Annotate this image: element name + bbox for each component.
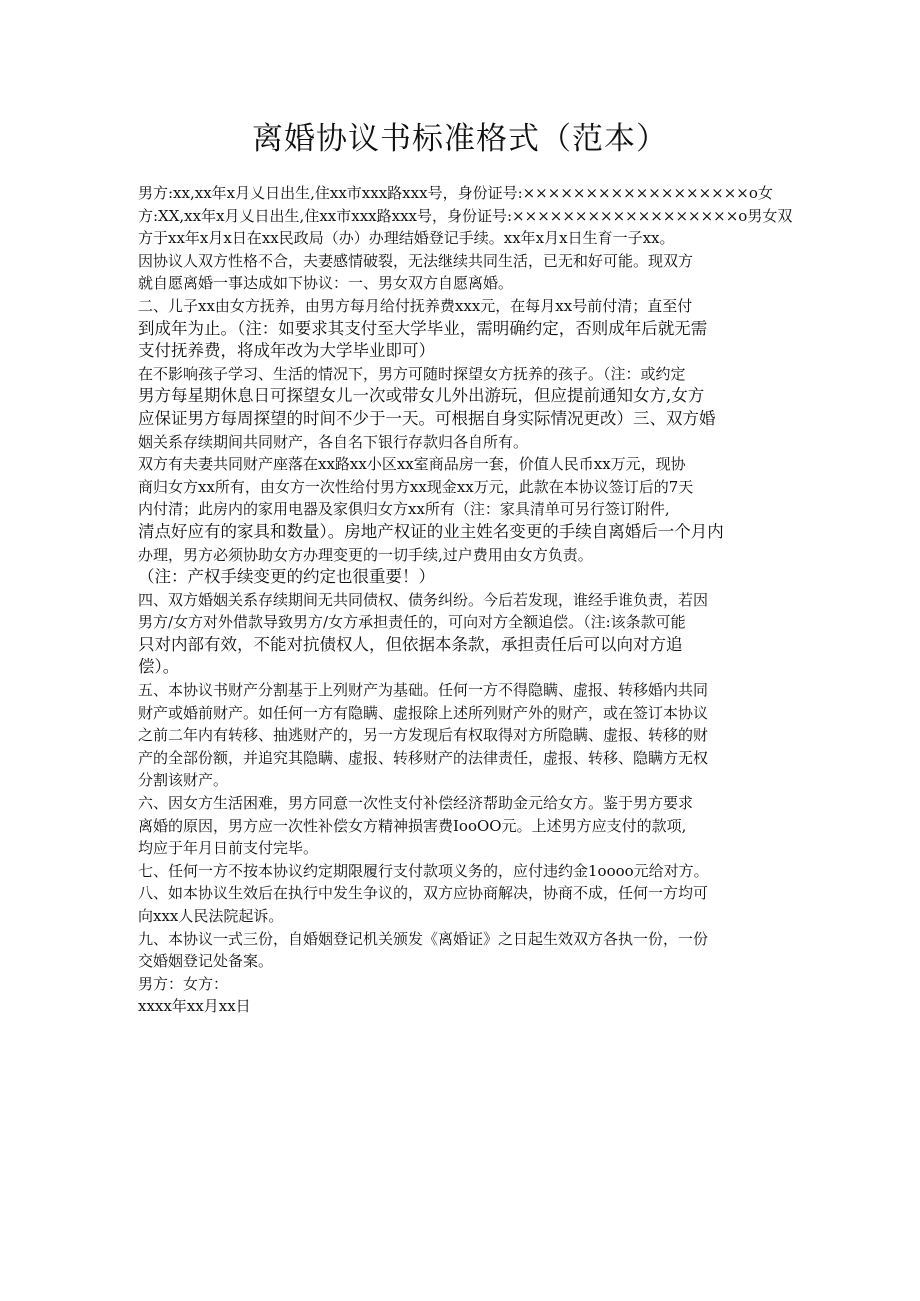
- body-line: 清点好应有的家具和数量）。房地产权证的业主姓名变更的手续自离婚后一个月内: [138, 521, 724, 541]
- body-line: 男方/女方对外借款导致男方/女方承担责任的，可向对方全额追偿。（注:该条款可能: [138, 613, 686, 632]
- body-line: 产的全部份额，并追究其隐瞒、虚报、转移财产的法律责任，虚报、转移、隐瞒方无权: [138, 748, 709, 767]
- body-line: （注：产权手续变更的约定也很重要！）: [138, 567, 435, 587]
- body-line: 均应于年月日前支付完毕。: [138, 839, 319, 858]
- body-line: 四、双方婚姻关系存续期间无共同债权、债务纠纷。今后若发现，谁经手谁负责，若因: [138, 590, 709, 609]
- body-line: 应保证男方每周探望的时间不少于一天。可根据自身实际情况更改）三、双方婚: [138, 408, 716, 428]
- body-line: 支付抚养费，将成年改为大学毕业即可）: [138, 341, 435, 361]
- body-line: 财产或婚前财产。如任何一方有隐瞒、虚报除上述所列财产外的财产，或在签订本协议: [138, 703, 709, 722]
- body-line: 姻关系存续期间共同财产，各自名下银行存款归各自所有。: [138, 432, 529, 451]
- body-line: 男方:xx,xx年x月乂日出生,住xx市xxx路xxx号，身份证号:××××××××××××××××××o女: [138, 184, 773, 202]
- body-line: 之前二年内有转移、抽逃财产的，另一方发现后有权取得对方所隐瞒、虚报、转移的财: [138, 726, 709, 745]
- body-line: 办理，男方必须协助女方办理变更的一切手续,过户费用由女方负责。: [138, 545, 593, 564]
- body-line: 到成年为止。（注：如要求其支付至大学毕业，需明确约定，否则成年后就无需: [138, 318, 708, 338]
- body-line: 七、任何一方不按本协议约定期限履行支付款项义务的，应付违约金1oooo元给对方。: [138, 861, 709, 880]
- body-line: 离婚的原因，男方应一次性补偿女方精神损害费IooOO元。上述男方应支付的款项,: [138, 816, 687, 835]
- body-line: 五、本协议书财产分割基于上列财产为基础。任何一方不得隐瞒、虚报、转移婚内共同: [138, 681, 709, 700]
- body-line: 双方有夫妻共同财产座落在xx路xx小区xx室商品房一套，价值人民币xx万元，现协: [138, 455, 686, 474]
- date-line: xxxx年xx月xx日: [138, 997, 251, 1016]
- body-line: 男方每星期休息日可探望女儿一次或带女儿外出游玩，但应提前通知女方,女方: [138, 386, 705, 406]
- signature-line: 男方：女方：: [138, 974, 229, 993]
- body-line: 方:XX,xx年x月乂日出生,住xx市xxx路xxx号，身份证号:××××××××××××××××××o男女双: [138, 206, 793, 225]
- body-line: 偿）。: [138, 657, 180, 677]
- body-line: 交婚姻登记处备案。: [138, 952, 274, 971]
- document-title: 离婚协议书标准格式（范本）: [252, 121, 668, 157]
- body-line: 方于xx年x月x日在xx民政局（办）办理结婚登记手续。xx年x月x日生育一子xx。: [138, 229, 675, 248]
- body-line: 向xxx人民法院起诉。: [138, 907, 284, 925]
- body-line: 就自愿离婚一事达成如下协议：一、男女双方自愿离婚。: [138, 274, 514, 293]
- body-line: 只对内部有效，不能对抗债权人，但依据本条款，承担责任后可以向对方追: [138, 634, 683, 654]
- body-line: 九、本协议一式三份，自婚姻登记机关颁发《离婚证》之日起生效双方各执一份，一份: [138, 929, 709, 948]
- body-line: 六、因女方生活困难，男方同意一次性支付补偿经济帮助金元给女方。鉴于男方要求: [138, 794, 694, 813]
- body-line: 内付清；此房内的家用电器及家俱归女方xx所有（注：家具清单可另行签订附件,: [138, 500, 670, 519]
- body-line: 因协议人双方性格不合，夫妻感情破裂，无法继续共同生活，已无和好可能。现双方: [138, 251, 694, 270]
- body-line: 二、儿子xx由女方抚养，由男方每月给付抚养费xxx元，在每月xx号前付清；直至付: [138, 296, 693, 315]
- body-line: 商归女方xx所有，由女方一次性给付男方xx现金xx万元，此款在本协议签订后的7天: [138, 477, 694, 496]
- body-line: 八、如本协议生效后在执行中发生争议的，双方应协商解决，协商不成，任何一方均可: [138, 884, 709, 903]
- document-body: [138, 182, 794, 1018]
- body-line: 分割该财产。: [138, 771, 229, 790]
- body-line: 在不影响孩子学习、生活的情况下，男方可随时探望女方抚养的孩子。（注：或约定: [138, 364, 686, 383]
